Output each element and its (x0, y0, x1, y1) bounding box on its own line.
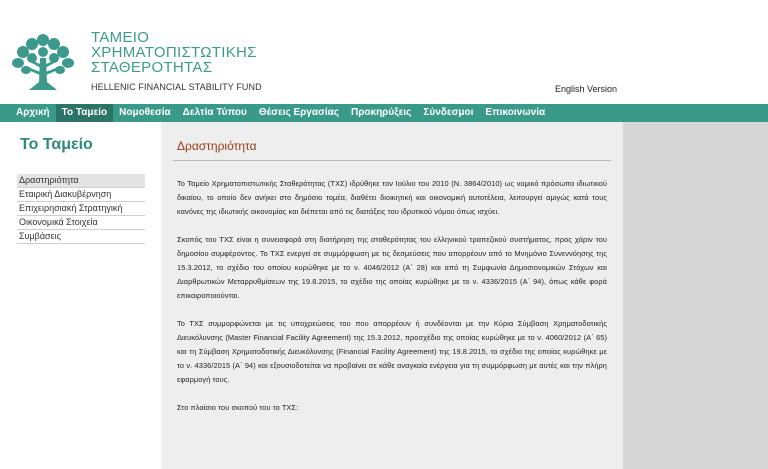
paragraph: Το ΤΧΣ συμμορφώνεται με τις υποχρεώσεις του που απορρέουν ή συνδέονται με την Κύρια Σύμβαση Χρηματοδοτικής Διευκόλυνσης (Master Financial Facility Agreement) της 15.3.2012, προσχέδιο της οποίας κυρώθηκε με το ν. 4060/2012 (Α΄ 65) και τη Σύμβαση Χρηματοδοτικής Διευκόλυνσης (Financial Facility Agreement) της 19.8.2015, το σχέδιο της οποίας κυρώθηκε με το ν. 4336/2015 (Α΄ 94) και εξουσιοδοτείται να προβαίνει σε κάθε αναγκαία ενέργεια για τη συμμόρφωση με αυτές και την πλήρη εφαρμογή τους. (177, 319, 607, 384)
english-version-link[interactable]: English Version (555, 84, 618, 94)
nav-item-contact[interactable]: Επικοινωνία (485, 107, 546, 118)
brand-name-english: HELLENIC FINANCIAL STABILITY FUND (91, 82, 262, 92)
nav-item-tenders[interactable]: Προκηρύξεις (350, 107, 412, 118)
title-divider (173, 160, 611, 161)
right-column (623, 122, 768, 469)
sidebar-item-corporate-governance[interactable]: Εταιρική Διακυβέρνηση (17, 188, 145, 202)
sidebar-menu (17, 174, 145, 244)
article-body (177, 177, 607, 429)
paragraph: Το Ταμείο Χρηματοπιστωτικής Σταθερότητας (ΤΧΣ) ιδρύθηκε τον Ιούλιο του 2010 (Ν. 3864/2010) ως νομικό πρόσωπο ιδιωτικού δικαίου, το οποίο δεν ανήκει στο δημόσιο τομέα, διαθέτει διοικητική και οικονομική αυτοτέλεια, λειτουργεί αμιγώς κατά τους κανόνες της ιδιωτικής οικονομίας και διέπεται από τις διατάξεις του ιδρυτικού νόμου όπως ισχύει. (177, 179, 607, 216)
nav-item-the-fund[interactable]: Το Ταμείο (56, 104, 114, 122)
nav-item-legislation[interactable]: Νομοθεσία (119, 107, 171, 118)
brand-line-1: ΤΑΜΕΙΟ (91, 29, 150, 46)
sidebar-item-contracts[interactable]: Συμβάσεις (17, 230, 145, 244)
brand-line-2: ΧΡΗΜΑΤΟΠΙΣΤΩΤΙΚΗΣ (91, 44, 257, 61)
site-header (0, 0, 768, 104)
brand-name-greek[interactable] (91, 30, 257, 75)
nav-item-press-releases[interactable]: Δελτία Τύπου (182, 107, 247, 118)
paragraph: Σκοπός του ΤΧΣ είναι η συνεισφορά στη διατήρηση της σταθερότητας του ελληνικού τραπεζικού συστήματος, προς χάριν του δημοσίου συμφέροντος. Το ΤΧΣ ενεργεί σε συμμόρφωση με τις δεσμεύσεις που απορρέουν από το Μνημόνιο Συνεννόησης της 15.3.2012, το σχέδιο του οποίου κυρώθηκε με το ν. 4046/2012 (Α΄ 28) και από τη Συμφωνία Δημοσιονομικών Στόχων και Διαρθρωτικών Μεταρρυθμίσεων της 19.8.2015, το σχέδιο της οποίας κυρώθηκε με το ν. 4336/2015 (Α΄ 94), όπως κάθε φορά επικαιροποιούνται. (177, 235, 607, 300)
brand-line-3: ΣΤΑΘΕΡΟΤΗΤΑΣ (91, 59, 213, 76)
sidebar-item-financial-data[interactable]: Οικονομικά Στοιχεία (17, 216, 145, 230)
page-title: Δραστηριότητα (177, 139, 257, 153)
sidebar (0, 122, 161, 469)
nav-item-links[interactable]: Σύνδεσμοι (423, 107, 474, 118)
nav-item-careers[interactable]: Θέσεις Εργασίας (258, 107, 339, 118)
paragraph: Στο πλαίσιο του σκοπού του το ΤΧΣ: (177, 403, 299, 412)
tree-logo-icon[interactable] (10, 32, 76, 94)
sidebar-item-activity[interactable]: Δραστηριότητα (17, 174, 145, 188)
main-nav (0, 104, 768, 122)
sidebar-item-business-strategy[interactable]: Επιχειρησιακή Στρατηγική (17, 202, 145, 216)
main-content (161, 122, 623, 469)
sidebar-title: Το Ταμείο (20, 136, 93, 153)
nav-item-home[interactable]: Αρχική (16, 107, 50, 118)
